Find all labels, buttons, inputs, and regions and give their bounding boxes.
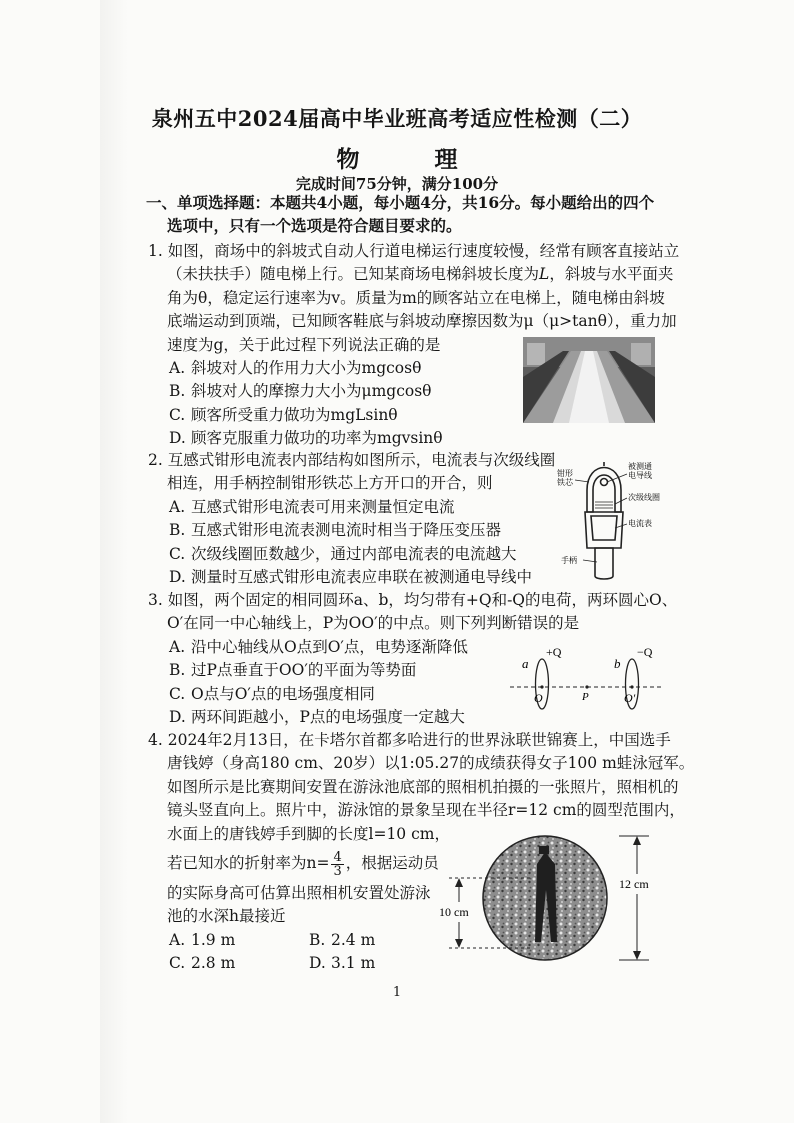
question-2: [148, 449, 555, 589]
q2-option-c: C. 次级线圈匝数越少，通过内部电流表的电流越大: [169, 544, 517, 563]
section-heading-line1: 一、单项选择题：本题共4小题，每小题4分，共16分。每小题给出的四个: [146, 193, 655, 212]
q1-option-c: C. 顾客所受重力做功为mgLsinθ: [169, 405, 398, 424]
q2-option-d: D. 测量时互感式钳形电流表应串联在被测通电导线中: [169, 568, 533, 587]
label-plus-q: +Q: [546, 645, 562, 659]
q1-line3: 角为θ，稳定运行速率为v。质量为m的顾客站立在电梯上，随电梯由斜坡: [167, 288, 665, 307]
refraction-fraction: $\frac{4}{3}$: [333, 849, 342, 879]
q4-line2: 唐钱婷（身高180 cm、20岁）以1:05.27的成绩获得女子100 m蛙泳冠军。: [167, 754, 695, 773]
label-point-o: O: [534, 691, 543, 705]
q1-line1: 1. 如图，商场中的斜坡式自动人行道电梯运行速度较慢，经常有顾客直接站立: [148, 242, 680, 260]
q3-line2: O′在同一中心轴线上，P为OO′的中点。则下列判断错误的是: [167, 614, 580, 633]
clamp-meter-diagram: [555, 452, 667, 582]
label-minus-q: −Q: [637, 645, 653, 659]
label-ammeter: 电流表: [628, 519, 652, 528]
q4-option-d: D. 3.1 m: [309, 954, 376, 973]
q3-line1: 3. 如图，两个固定的相同圆环a、b，均匀带有+Q和-Q的电荷，两环圆心O、: [148, 591, 678, 609]
label-ring-a: a: [522, 656, 529, 671]
escalator-photo: [523, 337, 655, 423]
q4-option-c: C. 2.8 m: [169, 954, 236, 973]
q3-option-d: D. 两环间距越小，P点的电场强度一定越大: [169, 708, 465, 727]
charged-rings-diagram: [508, 642, 668, 712]
q4-line7: 的实际身高可估算出照相机安置处游泳: [167, 884, 431, 903]
q4-option-a: A. 1.9 m: [169, 930, 236, 949]
q2-line2: 相连，用手柄控制钳形铁芯上方开口的开合，则: [167, 474, 493, 493]
label-point-o-prime: O′: [624, 691, 636, 705]
subject-title: 物 理: [336, 146, 484, 173]
q3-option-b: B. 过P点垂直于OO′的平面为等势面: [169, 661, 417, 680]
label-handle: 手柄: [561, 556, 577, 565]
q4-line5: 水面上的唐钱婷手到脚的长度l=10 cm，: [167, 824, 450, 843]
q1-option-b: B. 斜坡对人的摩擦力大小为μmgcosθ: [169, 382, 432, 401]
q4-line3: 如图所示是比赛期间安置在游泳池底部的照相机拍摄的一张照片，照相机的: [167, 777, 679, 796]
q3-option-a: A. 沿中心轴线从O点到O′点，电势逐渐降低: [169, 637, 468, 656]
q1-line4: 底端运动到顶端，已知顾客鞋底与斜坡动摩擦因数为μ（μ>tanθ），重力加: [167, 312, 677, 331]
label-radius-12cm: 12 cm: [619, 877, 649, 891]
q1-line2: （未扶扶手）随电梯上行。已知某商场电梯斜坡长度为L，斜坡与水平面夹: [167, 265, 674, 284]
section-heading-line2: 选项中，只有一个选项是符合题目要求的。: [167, 216, 462, 235]
exam-title: 泉州五中2024届高中毕业班高考适应性检测（二）: [151, 106, 643, 131]
label-wire-2: 电导线: [628, 471, 652, 480]
label-length-10cm: 10 cm: [439, 905, 469, 919]
label-point-p: P: [582, 691, 589, 703]
q4-option-b: B. 2.4 m: [309, 930, 376, 949]
q2-option-a: A. 互感式钳形电流表可用来测量恒定电流: [169, 497, 455, 516]
underwater-photo-diagram: [433, 832, 661, 962]
q3-option-c: C. O点与O′点的电场强度相同: [169, 684, 375, 703]
q1-line5: 速度为g，关于此过程下列说法正确的是: [167, 335, 441, 354]
label-ring-b: b: [614, 656, 621, 671]
q4-line4: 镜头竖直向上。照片中，游泳馆的景象呈现在半径r=12 cm的圆型范围内，: [167, 801, 685, 820]
q4-line8: 池的水深h最接近: [167, 907, 286, 926]
exam-meta: 完成时间75分钟，满分100分: [295, 175, 499, 193]
q1-option-a: A. 斜坡对人的作用力大小为mgcosθ: [169, 359, 422, 378]
label-clamp-core: 钳形: [557, 469, 573, 478]
label-secondary-coil: 次级线圈: [628, 493, 660, 502]
section-heading: [148, 191, 668, 237]
label-clamp-core-2: 铁芯: [557, 478, 573, 487]
q2-option-b: B. 互感式钳形电流表测电流时相当于降压变压器: [169, 521, 502, 540]
q4-line6: 若已知水的折射率为n= $\frac{4}{3}$ ，根据运动员: [167, 849, 439, 879]
page-number: 1: [392, 985, 402, 1000]
q1-option-d: D. 顾客克服重力做功的功率为mgvsinθ: [169, 429, 443, 448]
label-wire: 被测通: [628, 462, 652, 471]
q2-line1: 2. 互感式钳形电流表内部结构如图所示，电流表与次级线圈: [148, 451, 556, 469]
q4-line1: 4. 2024年2月13日，在卡塔尔首都多哈进行的世界泳联世锦赛上，中国选手: [148, 731, 671, 749]
